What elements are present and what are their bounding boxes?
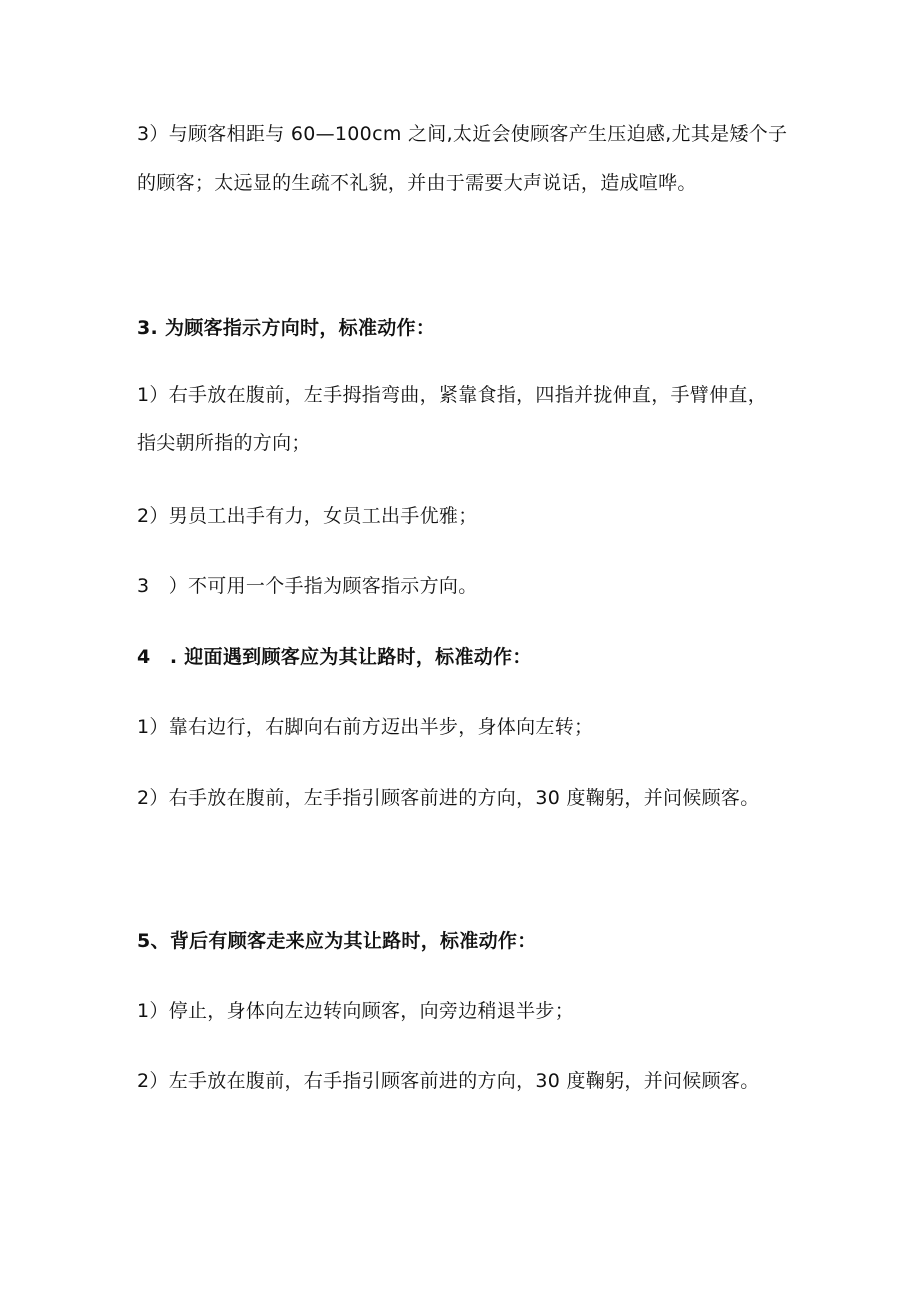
- paragraph-line: 2）右手放在腹前，左手指引顾客前进的方向，30 度鞠躬，并问候顾客。: [137, 787, 760, 809]
- paragraph-line: 3 ）不可用一个手指为顾客指示方向。: [137, 575, 478, 597]
- paragraph-line: 1）停止，身体向左边转向顾客，向旁边稍退半步；: [137, 1000, 574, 1022]
- paragraph-line: 1）右手放在腹前，左手拇指弯曲，紧靠食指，四指并拢伸直，手臂伸直，: [137, 384, 767, 406]
- section-heading: 3. 为顾客指示方向时，标准动作：: [137, 317, 436, 339]
- paragraph-line: 1）靠右边行，右脚向右前方迈出半步，身体向左转；: [137, 716, 594, 738]
- paragraph-line: 3）与顾客相距与 60—100cm 之间,太近会使顾客产生压迫感,尤其是矮个子: [137, 123, 788, 145]
- paragraph-line: 的顾客；太远显的生疏不礼貌，并由于需要大声说话，造成喧哗。: [137, 172, 697, 194]
- paragraph-line: 2）男员工出手有力，女员工出手优雅；: [137, 505, 478, 527]
- paragraph-line: 指尖朝所指的方向；: [137, 432, 311, 454]
- paragraph-line: 2）左手放在腹前，右手指引顾客前进的方向，30 度鞠躬，并问候顾客。: [137, 1070, 760, 1092]
- section-heading: 4 . 迎面遇到顾客应为其让路时，标准动作：: [137, 646, 532, 668]
- section-heading: 5、背后有顾客走来应为其让路时，标准动作：: [137, 930, 537, 952]
